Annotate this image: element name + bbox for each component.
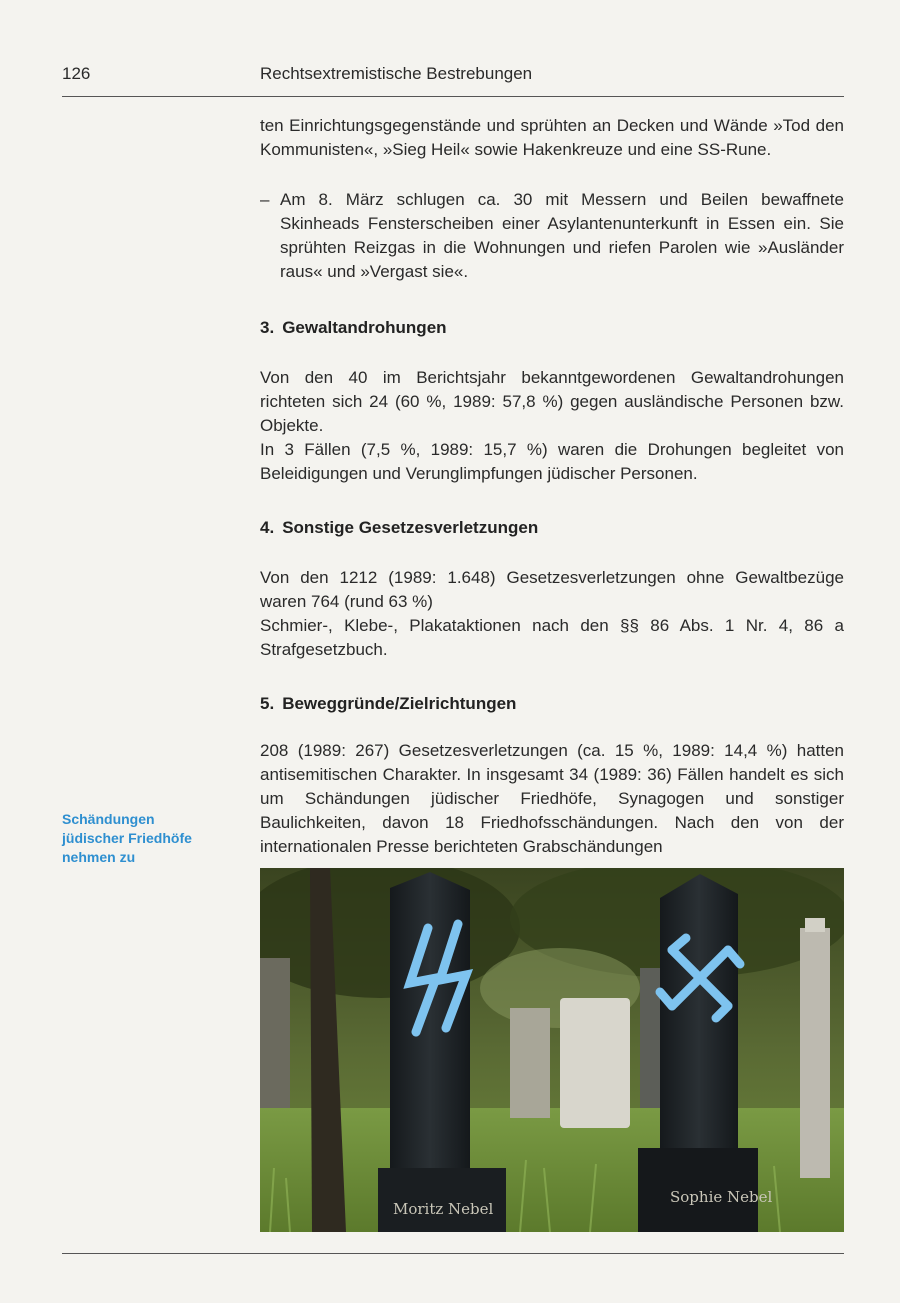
paragraph-text: ten Einrichtungsgegenstände und sprühten an Decken und Wände »Tod den Kommunisten«, »Sieg Heil« sowie Hakenkreuze und eine SS-Rune.: [260, 116, 844, 159]
section-title: Sonstige Gesetzesverletzungen: [282, 518, 539, 537]
desecrated-gravestones-photo: [260, 868, 844, 1232]
running-title: Rechtsextremistische Bestrebungen: [260, 64, 533, 83]
section-title: Beweggründe/Zielrichtungen: [282, 694, 517, 713]
footer-rule: [62, 1253, 844, 1254]
paragraph-text: In 3 Fällen (7,5 %, 1989: 15,7 %) waren die Drohungen begleitet von Beleidigungen und Verunglimpfungen jüdischer Personen.: [260, 440, 844, 483]
list-dash: –: [260, 190, 270, 209]
section-body: [260, 739, 844, 859]
paragraph-text: Von den 40 im Berichtsjahr bekanntgewordenen Gewaltandrohungen richteten sich 24 (60 %, 1989: 57,8 %) gegen ausländische Personen bzw. Objekte.: [260, 368, 844, 435]
paragraph-text: Schmier-, Klebe-, Plakataktionen nach den §§ 86 Abs. 1 Nr. 4, 86 a Strafgesetzbuch.: [260, 616, 844, 659]
section-heading: [260, 694, 516, 714]
section-heading: [260, 318, 447, 338]
section-number: 3.: [260, 318, 275, 337]
section-body: [260, 366, 844, 486]
inscription-left: Moritz Nebel: [393, 1200, 494, 1218]
paragraph-text: 208 (1989: 267) Gesetzesverletzungen (ca. 15 %, 1989: 14,4 %) hatten antisemitischen Charakter. In insgesamt 34 (1989: 36) Fällen handelt es sich um Schändungen jüdischer Friedhöfe, Synagogen und sonstiger Baulichkeiten, davon 18 Friedhofsschändungen. Nach den von der internationalen Presse berichteten Grabschändungen: [260, 741, 844, 856]
list-item-text: Am 8. März schlugen ca. 30 mit Messern und Beilen bewaffnete Skinheads Fensterscheiben einer Asylantenunterkunft in Essen ein. Sie sprühten Reizgas in die Wohnungen und riefen Parolen wie »Ausländer raus« und »Vergast sie«.: [280, 190, 844, 281]
margin-note: Schändungen jüdischer Friedhöfe nehmen zu: [62, 811, 192, 865]
inscription-right: Sophie Nebel: [670, 1188, 773, 1206]
section-number: 5.: [260, 694, 275, 713]
section-heading: [260, 518, 538, 538]
section-number: 4.: [260, 518, 275, 537]
page-number: 126: [62, 64, 91, 83]
header-rule: [62, 96, 844, 97]
continuation-paragraph: [260, 114, 844, 162]
paragraph-text: Von den 1212 (1989: 1.648) Gesetzesverletzungen ohne Gewaltbezüge waren 764 (rund 63 %): [260, 568, 844, 611]
section-body: [260, 566, 844, 662]
section-title: Gewaltandrohungen: [282, 318, 447, 337]
list-item: [260, 188, 844, 284]
